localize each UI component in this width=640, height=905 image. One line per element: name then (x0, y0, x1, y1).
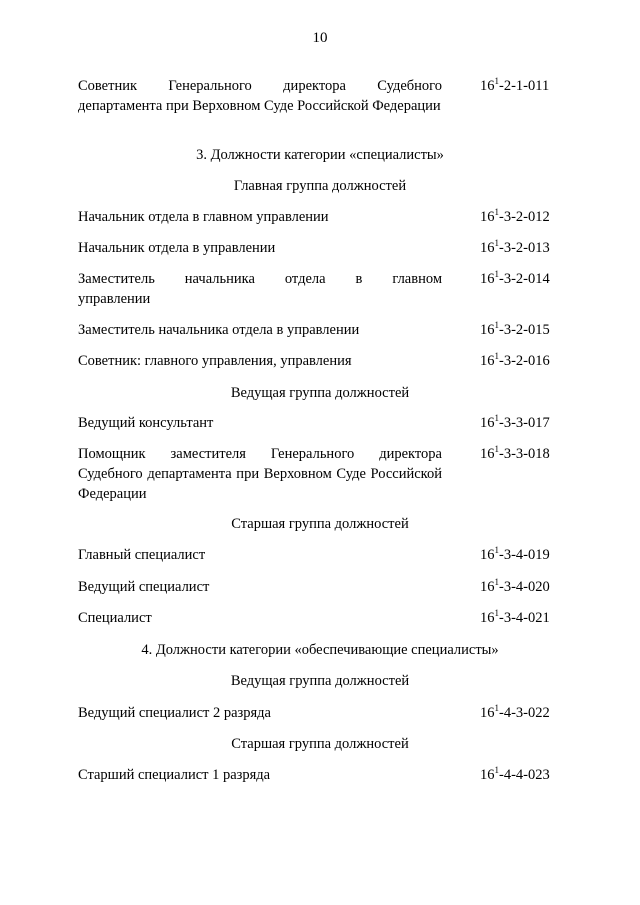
group-heading-senior: Старшая группа должностей (231, 516, 409, 532)
position-code: $16^1-4-3-022$ (480, 703, 550, 721)
position-name: Заместитель начальника отдела в управлении (78, 322, 360, 338)
position-name: Советник Генерального директора Судебного департамента при Верховном Суде Российской Федерации (78, 78, 442, 114)
position-code: $16^1-3-2-013$ (480, 238, 550, 256)
section-heading-support-specialists: 4. Должности категории «обеспечивающие специалисты» (141, 642, 499, 658)
group-heading-senior: Старшая группа должностей (231, 736, 409, 752)
position-name: Ведущий специалист (78, 579, 210, 595)
group-heading-main: Главная группа должностей (233, 178, 407, 194)
position-name: Помощник заместителя Генерального директора Судебного департамента при Верховном Суде Российской Федерации (78, 446, 442, 502)
position-name: Специалист (78, 610, 152, 626)
group-heading-leading: Ведущая группа должностей (230, 673, 410, 689)
position-name: Советник: главного управления, управления (78, 353, 352, 369)
position-code: $16^1-2-1-011$ (480, 76, 550, 94)
position-name: Старший специалист 1 разряда (78, 767, 271, 783)
position-code: $16^1-3-2-014$ (480, 269, 550, 287)
position-name: Главный специалист (78, 547, 206, 563)
page-number: 10 (312, 30, 328, 46)
position-name: Начальник отдела в главном управлении (78, 209, 329, 225)
position-name: Заместитель начальника отдела в главном управлении (78, 271, 442, 307)
position-code: $16^1-3-3-018$ (480, 444, 550, 462)
position-code: $16^1-3-2-016$ (480, 351, 550, 369)
position-code: $16^1-3-2-015$ (480, 320, 550, 338)
position-name: Ведущий консультант (78, 415, 214, 431)
position-code: $16^1-4-4-023$ (480, 765, 550, 783)
position-code: $16^1-3-4-019$ (480, 545, 550, 563)
group-heading-leading: Ведущая группа должностей (230, 385, 410, 401)
position-code: $16^1-3-4-020$ (480, 577, 550, 595)
section-heading-specialists: 3. Должности категории «специалисты» (196, 147, 444, 163)
position-code: $16^1-3-2-012$ (480, 207, 550, 225)
position-name: Ведущий специалист 2 разряда (78, 705, 271, 721)
position-code: $16^1-3-3-017$ (480, 413, 550, 431)
position-code: $16^1-3-4-021$ (480, 608, 550, 626)
position-name: Начальник отдела в управлении (78, 240, 276, 256)
